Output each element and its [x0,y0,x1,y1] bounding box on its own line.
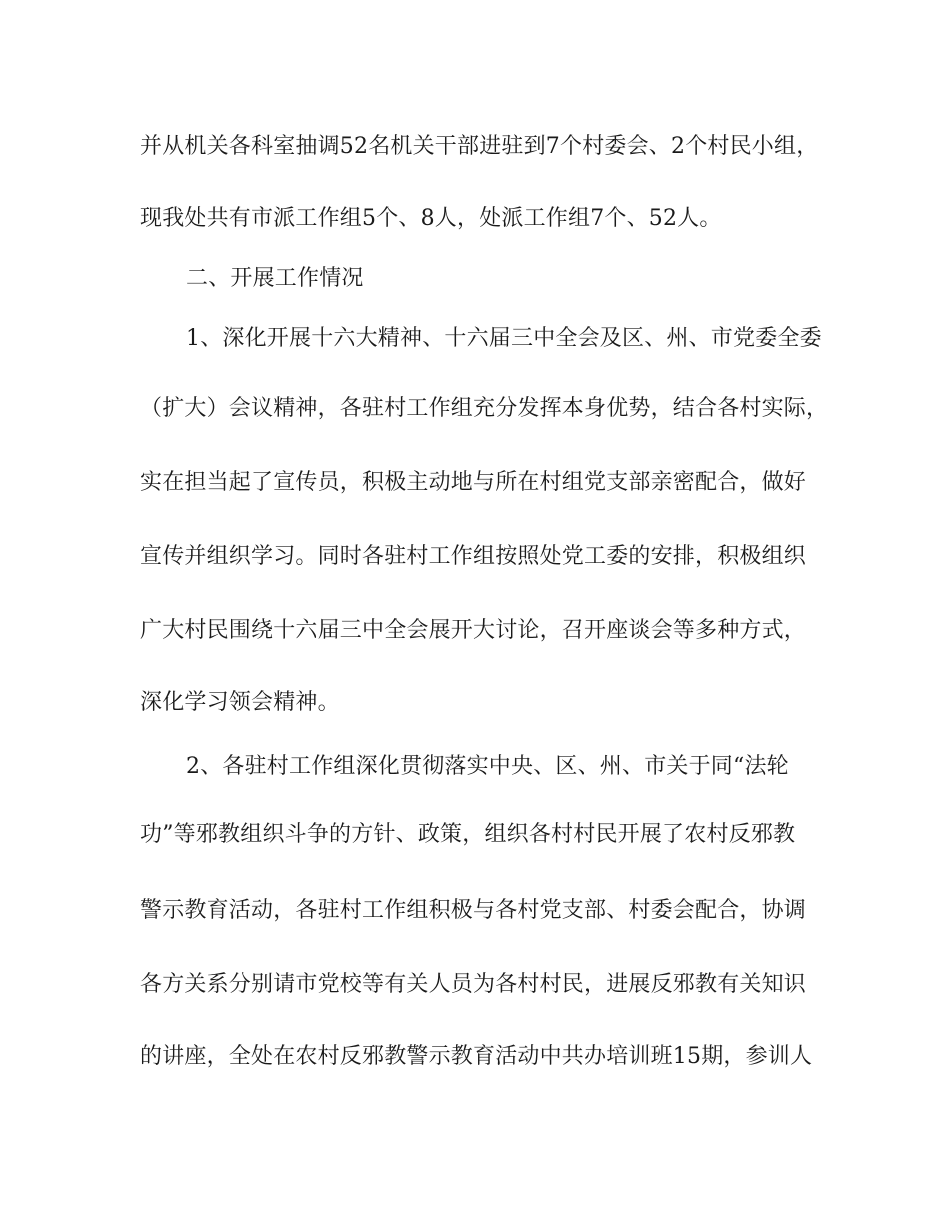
text-line: 宣传并组织学习。同时各驻村工作组按照处党工委的安排，积极组织 [140,544,807,569]
text-line: （扩大）会议精神，各驻村工作组充分发挥本身优势，结合各村实际， [140,396,829,421]
text-line: 各方关系分别请市党校等有关人员为各村村民，进展反邪教有关知识 [140,972,807,997]
text-line: 深化学习领会精神。 [140,690,340,715]
text-line: 实在担当起了宣传员，积极主动地与所在村组党支部亲密配合，做好 [140,470,807,495]
text-line: 现我处共有市派工作组5个、8人，处派工作组7个、52人。 [140,206,722,231]
text-line: 2、各驻村工作组深化贯彻落实中央、区、州、市关于同“法轮 [186,754,789,779]
text-line: 的讲座，全处在农村反邪教警示教育活动中共办培训班15期，参训人 [140,1044,813,1069]
section-heading: 二、开展工作情况 [186,266,364,291]
text-line: 并从机关各科室抽调52名机关干部进驻到7个村委会、2个村民小组， [140,134,819,159]
text-line: 1、深化开展十六大精神、十六届三中全会及区、州、市党委全委 [186,326,822,351]
text-line: 警示教育活动，各驻村工作组积极与各村党支部、村委会配合，协调 [140,898,807,923]
text-line: 广大村民围绕十六届三中全会展开大讨论，召开座谈会等多种方式， [140,618,807,643]
text-line: 功”等邪教组织斗争的方针、政策，组织各村村民开展了农村反邪教 [140,822,796,847]
